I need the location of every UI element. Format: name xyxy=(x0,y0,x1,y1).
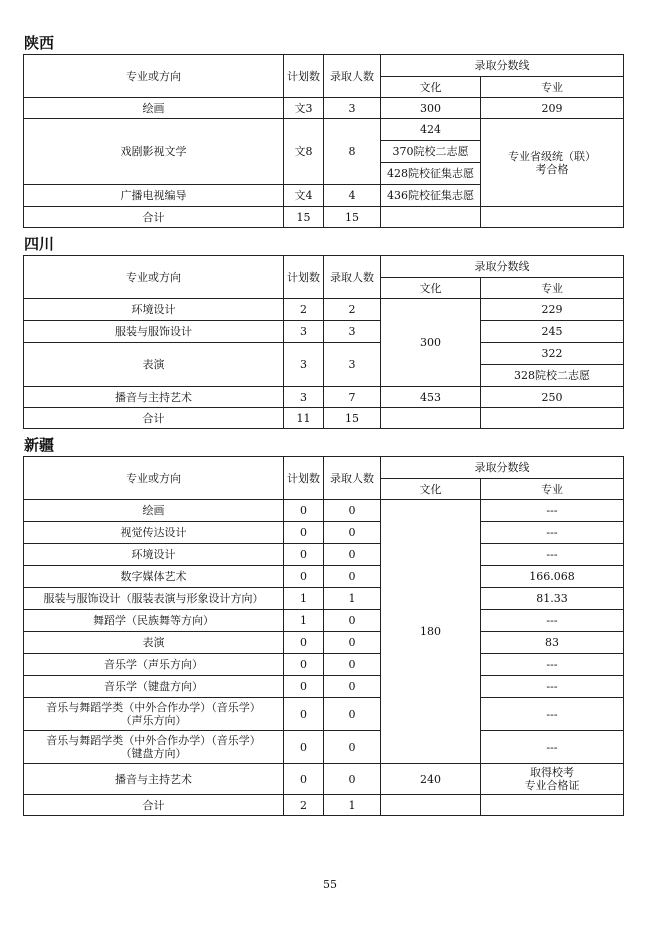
cell-culture-merged: 300 xyxy=(381,299,481,387)
cell-major: 服装与服饰设计 xyxy=(24,321,284,343)
table-row xyxy=(24,98,624,119)
cell-empty xyxy=(381,207,481,228)
header-score: 录取分数线 xyxy=(381,55,624,77)
table-row xyxy=(24,588,624,610)
table-header-row xyxy=(24,457,624,479)
table-header-row xyxy=(24,256,624,278)
table-row xyxy=(24,698,624,731)
cell-major: 环境设计 xyxy=(24,544,284,566)
cell-admit: 0 xyxy=(324,731,381,764)
cell-total-label: 合计 xyxy=(24,207,284,228)
cell-major xyxy=(24,698,284,731)
table-row xyxy=(24,632,624,654)
section-title-xinjiang: 新疆 xyxy=(24,436,55,454)
cell-major: 播音与主持艺术 xyxy=(24,764,284,795)
cell-admit: 15 xyxy=(324,408,381,429)
header-admit: 录取人数 xyxy=(324,457,381,500)
cell-culture: 453 xyxy=(381,387,481,408)
cell-admit: 0 xyxy=(324,698,381,731)
table-row xyxy=(24,343,624,365)
cell-culture: 370院校二志愿 xyxy=(381,141,481,163)
table-row xyxy=(24,654,624,676)
cell-major: 数字媒体艺术 xyxy=(24,566,284,588)
table-row xyxy=(24,731,624,764)
header-major: 专业或方向 xyxy=(24,457,284,500)
cell-plan: 0 xyxy=(284,522,324,544)
cell-plan: 0 xyxy=(284,731,324,764)
cell-admit: 1 xyxy=(324,588,381,610)
cell-plan: 3 xyxy=(284,343,324,387)
cell-empty xyxy=(381,795,481,816)
cell-admit: 2 xyxy=(324,299,381,321)
cell-plan: 文3 xyxy=(284,98,324,119)
header-major: 专业或方向 xyxy=(24,55,284,98)
cell-major-line: 音乐与舞蹈学类（中外合作办学）（音乐学） xyxy=(46,734,261,747)
cell-major: 音乐学（键盘方向） xyxy=(24,676,284,698)
table-header-row xyxy=(24,55,624,77)
cell-culture: 300 xyxy=(381,98,481,119)
table-row xyxy=(24,566,624,588)
cell-plan: 15 xyxy=(284,207,324,228)
cell-admit: 0 xyxy=(324,764,381,795)
header-culture: 文化 xyxy=(381,479,481,500)
cell-plan: 0 xyxy=(284,676,324,698)
cell-plan: 1 xyxy=(284,610,324,632)
cell-empty xyxy=(481,795,624,816)
cell-plan: 2 xyxy=(284,795,324,816)
table-row xyxy=(24,119,624,141)
cell-admit: 3 xyxy=(324,321,381,343)
cell-specialty-merged xyxy=(481,119,624,207)
cell-admit: 0 xyxy=(324,522,381,544)
cell-admit: 0 xyxy=(324,632,381,654)
cell-culture: 424 xyxy=(381,119,481,141)
cell-major: 绘画 xyxy=(24,500,284,522)
cell-plan: 文4 xyxy=(284,185,324,207)
table-row xyxy=(24,544,624,566)
table-row xyxy=(24,321,624,343)
header-score: 录取分数线 xyxy=(381,256,624,278)
header-plan: 计划数 xyxy=(284,457,324,500)
cell-admit: 15 xyxy=(324,207,381,228)
cell-admit: 0 xyxy=(324,544,381,566)
cell-major-line: （键盘方向） xyxy=(120,747,187,760)
table-row xyxy=(24,299,624,321)
cell-major: 播音与主持艺术 xyxy=(24,387,284,408)
cell-plan: 11 xyxy=(284,408,324,429)
cell-plan: 0 xyxy=(284,500,324,522)
cell-major: 戏剧影视文学 xyxy=(24,119,284,185)
header-specialty: 专业 xyxy=(481,479,624,500)
cell-major: 广播电视编导 xyxy=(24,185,284,207)
header-plan: 计划数 xyxy=(284,55,324,98)
cell-admit: 3 xyxy=(324,98,381,119)
sichuan-table xyxy=(23,255,624,429)
total-row xyxy=(24,207,624,228)
cell-plan: 0 xyxy=(284,698,324,731)
cell-plan: 0 xyxy=(284,654,324,676)
cell-admit: 7 xyxy=(324,387,381,408)
cell-specialty: 166.068 xyxy=(481,566,624,588)
page-number: 55 xyxy=(323,878,337,891)
cell-specialty xyxy=(481,764,624,795)
table-row xyxy=(24,500,624,522)
total-row xyxy=(24,408,624,429)
cell-specialty: 229 xyxy=(481,299,624,321)
cell-culture: 240 xyxy=(381,764,481,795)
cell-admit: 8 xyxy=(324,119,381,185)
cell-specialty: --- xyxy=(481,676,624,698)
cell-specialty: --- xyxy=(481,544,624,566)
header-specialty: 专业 xyxy=(481,77,624,98)
cell-specialty: --- xyxy=(481,500,624,522)
cell-specialty: 209 xyxy=(481,98,624,119)
table-row xyxy=(24,764,624,795)
cell-culture: 428院校征集志愿 xyxy=(381,163,481,185)
cell-admit: 0 xyxy=(324,676,381,698)
table-row xyxy=(24,676,624,698)
cell-admit: 0 xyxy=(324,566,381,588)
cell-plan: 2 xyxy=(284,299,324,321)
header-culture: 文化 xyxy=(381,77,481,98)
total-row xyxy=(24,795,624,816)
cell-plan: 0 xyxy=(284,764,324,795)
cell-plan: 文8 xyxy=(284,119,324,185)
cell-plan: 1 xyxy=(284,588,324,610)
cell-admit: 0 xyxy=(324,500,381,522)
cell-culture-merged: 180 xyxy=(381,500,481,764)
header-major: 专业或方向 xyxy=(24,256,284,299)
cell-plan: 0 xyxy=(284,566,324,588)
cell-major: 表演 xyxy=(24,343,284,387)
cell-specialty: --- xyxy=(481,654,624,676)
header-score: 录取分数线 xyxy=(381,457,624,479)
cell-specialty: 250 xyxy=(481,387,624,408)
section-title-sichuan: 四川 xyxy=(24,235,55,253)
cell-empty xyxy=(481,207,624,228)
cell-specialty: --- xyxy=(481,610,624,632)
shaanxi-table xyxy=(23,54,624,228)
cell-admit: 0 xyxy=(324,610,381,632)
cell-specialty-line: 专业合格证 xyxy=(524,779,580,792)
cell-admit: 3 xyxy=(324,343,381,387)
cell-specialty: 83 xyxy=(481,632,624,654)
cell-major: 舞蹈学（民族舞等方向） xyxy=(24,610,284,632)
cell-major: 视觉传达设计 xyxy=(24,522,284,544)
table-row xyxy=(24,610,624,632)
cell-specialty: 322 xyxy=(481,343,624,365)
cell-specialty: 245 xyxy=(481,321,624,343)
cell-plan: 3 xyxy=(284,321,324,343)
cell-empty xyxy=(481,408,624,429)
cell-specialty: 328院校二志愿 xyxy=(481,365,624,387)
specialty-merged-text: 专业省级统（联）考合格 xyxy=(508,149,596,176)
cell-specialty: --- xyxy=(481,731,624,764)
cell-admit: 4 xyxy=(324,185,381,207)
cell-admit: 0 xyxy=(324,654,381,676)
cell-major xyxy=(24,731,284,764)
cell-major: 音乐学（声乐方向） xyxy=(24,654,284,676)
cell-specialty: 81.33 xyxy=(481,588,624,610)
cell-specialty-line: 取得校考 xyxy=(530,766,574,779)
cell-major-line: 音乐与舞蹈学类（中外合作办学）（音乐学） xyxy=(46,701,261,714)
table-row xyxy=(24,522,624,544)
cell-plan: 0 xyxy=(284,632,324,654)
header-culture: 文化 xyxy=(381,278,481,299)
header-plan: 计划数 xyxy=(284,256,324,299)
cell-major: 表演 xyxy=(24,632,284,654)
cell-major-line: （声乐方向） xyxy=(120,714,187,727)
xinjiang-table xyxy=(23,456,624,816)
cell-specialty: --- xyxy=(481,522,624,544)
cell-plan: 3 xyxy=(284,387,324,408)
cell-empty xyxy=(381,408,481,429)
cell-total-label: 合计 xyxy=(24,408,284,429)
cell-major: 环境设计 xyxy=(24,299,284,321)
header-admit: 录取人数 xyxy=(324,55,381,98)
cell-admit: 1 xyxy=(324,795,381,816)
cell-culture: 436院校征集志愿 xyxy=(381,185,481,207)
table-row xyxy=(24,387,624,408)
cell-plan: 0 xyxy=(284,544,324,566)
cell-major: 绘画 xyxy=(24,98,284,119)
section-title-shaanxi: 陕西 xyxy=(24,34,55,52)
header-specialty: 专业 xyxy=(481,278,624,299)
cell-major: 服装与服饰设计（服装表演与形象设计方向） xyxy=(24,588,284,610)
cell-total-label: 合计 xyxy=(24,795,284,816)
cell-specialty: --- xyxy=(481,698,624,731)
header-admit: 录取人数 xyxy=(324,256,381,299)
